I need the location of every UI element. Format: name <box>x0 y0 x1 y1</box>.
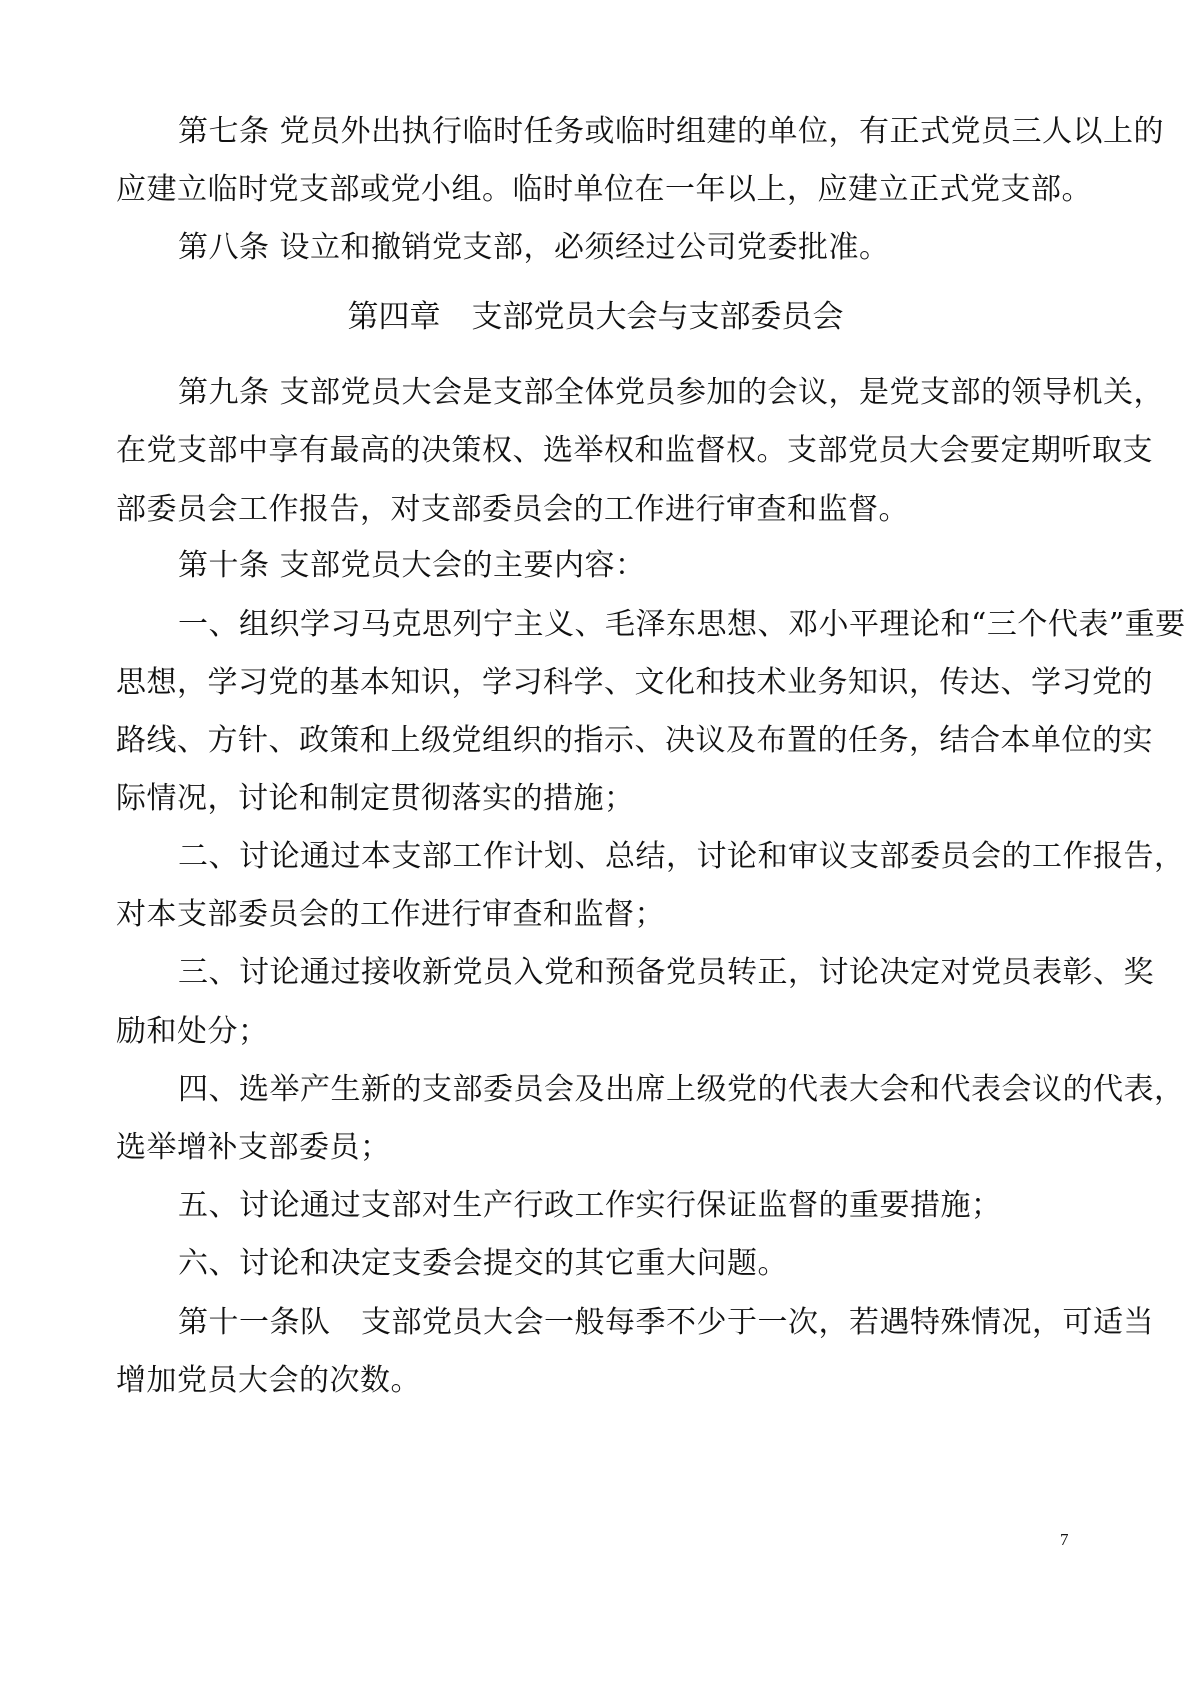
item-3-line-2: 励和处分； <box>116 1014 269 1049</box>
page-number: 7 <box>1060 1530 1069 1549</box>
item-2-line-2: 对本支部委员会的工作进行审查和监督； <box>116 897 665 932</box>
article-7-line-1: 第七条 党员外出执行临时任务或临时组建的单位，有正式党员三人以上的 <box>178 114 1165 149</box>
chapter-4-heading: 第四章 支部党员大会与支部委员会 <box>347 299 844 335</box>
article-11-line-2: 增加党员大会的次数。 <box>116 1363 421 1398</box>
article-11-line-1: 第十一条队 支部党员大会一般每季不少于一次，若遇特殊情况，可适当 <box>178 1305 1154 1340</box>
item-5-line-1: 五、讨论通过支部对生产行政工作实行保证监督的重要措施； <box>178 1188 1002 1223</box>
item-4-line-2: 选举增补支部委员； <box>116 1130 391 1165</box>
article-10-line-1: 第十条 支部党员大会的主要内容： <box>178 548 646 583</box>
item-3-line-1: 三、讨论通过接收新党员入党和预备党员转正，讨论决定对党员表彰、奖 <box>178 955 1154 990</box>
article-9-line-3: 部委员会工作报告，对支部委员会的工作进行审查和监督。 <box>116 492 909 527</box>
item-1-line-4: 际情况，讨论和制定贯彻落实的措施； <box>116 781 635 816</box>
item-1-line-1: 一、组织学习马克思列宁主义、毛泽东思想、邓小平理论和“三个代表”重要 <box>178 607 1186 642</box>
item-1-line-2: 思想，学习党的基本知识，学习科学、文化和技术业务知识，传达、学习党的 <box>116 665 1153 700</box>
item-4-line-1: 四、选举产生新的支部委员会及出席上级党的代表大会和代表会议的代表， <box>178 1072 1185 1107</box>
item-1-line-3: 路线、方针、政策和上级党组织的指示、决议及布置的任务，结合本单位的实 <box>116 723 1153 758</box>
article-9-line-1: 第九条 支部党员大会是支部全体党员参加的会议，是党支部的领导机关， <box>178 375 1165 410</box>
article-8-line-1: 第八条 设立和撤销党支部，必须经过公司党委批准。 <box>178 230 890 265</box>
item-6-line-1: 六、讨论和决定支委会提交的其它重大问题。 <box>178 1246 788 1281</box>
article-9-line-2: 在党支部中享有最高的决策权、选举权和监督权。支部党员大会要定期听取支 <box>116 433 1153 468</box>
item-2-line-1: 二、讨论通过本支部工作计划、总结，讨论和审议支部委员会的工作报告， <box>178 839 1185 874</box>
article-7-line-2: 应建立临时党支部或党小组。临时单位在一年以上，应建立正式党支部。 <box>116 172 1092 207</box>
